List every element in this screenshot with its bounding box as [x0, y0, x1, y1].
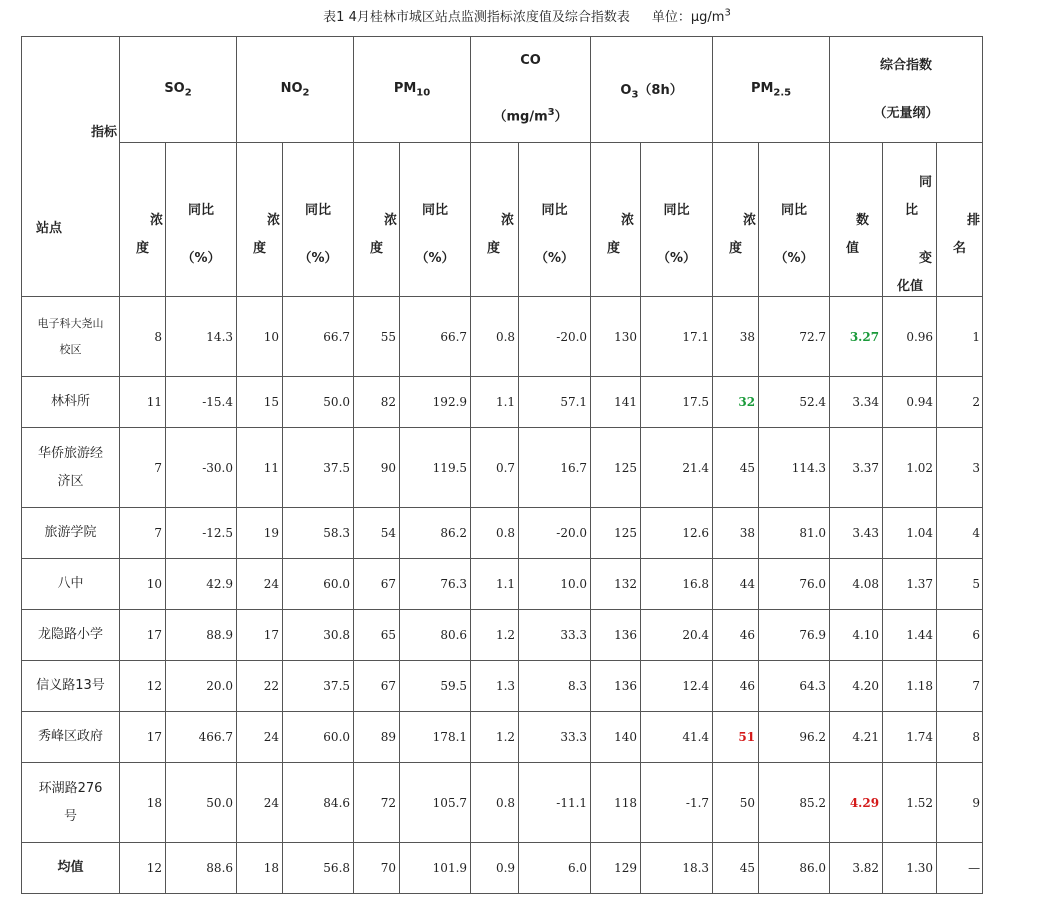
cell-o3-yoy-percent: 16.8: [641, 559, 713, 610]
cell-o3: 118: [591, 763, 641, 843]
cell-idx: 3.37: [830, 428, 883, 508]
cell-pm10: 55: [354, 297, 400, 377]
cell-co-yoy-percent: 6.0: [519, 843, 591, 894]
cell-o3: 125: [591, 428, 641, 508]
table-row: [22, 559, 983, 610]
cell-pm10-yoy-percent: 59.5: [400, 661, 471, 712]
cell-idx: 3.82: [830, 843, 883, 894]
cell-pm10-yoy-percent: 86.2: [400, 508, 471, 559]
station-name-cell: 八中: [22, 559, 120, 610]
cell-idx: 4.10: [830, 610, 883, 661]
cell-no2-yoy-percent: 50.0: [283, 377, 354, 428]
subheader-so2-yoy-percent: 同比 （%）: [166, 143, 237, 297]
subheader-o3-concentration: 浓 度: [591, 143, 641, 297]
table-row-average: [22, 843, 983, 894]
cell-no2-yoy-percent: 37.5: [283, 661, 354, 712]
station-name-cell: 龙隐路小学: [22, 610, 120, 661]
cell-o3: 129: [591, 843, 641, 894]
cell-no2-yoy-percent: 60.0: [283, 559, 354, 610]
cell-rank: 1: [937, 297, 983, 377]
cell-idx: 4.08: [830, 559, 883, 610]
cell-o3: 140: [591, 712, 641, 763]
cell-so2-yoy-percent: 88.9: [166, 610, 237, 661]
cell-no2: 10: [237, 297, 283, 377]
cell-so2-yoy-percent: 50.0: [166, 763, 237, 843]
cell-no2: 24: [237, 763, 283, 843]
cell-so2: 17: [120, 610, 166, 661]
subheader-no2-concentration: 浓 度: [237, 143, 283, 297]
cell-rank: —: [937, 843, 983, 894]
cell-pm10: 65: [354, 610, 400, 661]
cell-so2: 8: [120, 297, 166, 377]
cell-idx: 3.34: [830, 377, 883, 428]
cell-rank: 3: [937, 428, 983, 508]
cell-o3: 136: [591, 661, 641, 712]
station-name-cell: 华侨旅游经 济区: [22, 428, 120, 508]
cell-co-yoy-percent: 33.3: [519, 712, 591, 763]
cell-yoy: 1.18: [883, 661, 937, 712]
cell-so2: 10: [120, 559, 166, 610]
cell-rank: 8: [937, 712, 983, 763]
cell-pm25: 38: [713, 508, 759, 559]
cell-co-yoy-percent: 8.3: [519, 661, 591, 712]
cell-so2-yoy-percent: 20.0: [166, 661, 237, 712]
cell-pm25: 44: [713, 559, 759, 610]
cell-no2: 11: [237, 428, 283, 508]
cell-co: 0.8: [471, 508, 519, 559]
cell-o3-yoy-percent: -1.7: [641, 763, 713, 843]
cell-pm10: 67: [354, 559, 400, 610]
cell-no2: 19: [237, 508, 283, 559]
cell-no2: 17: [237, 610, 283, 661]
cell-pm10: 82: [354, 377, 400, 428]
cell-co: 1.2: [471, 712, 519, 763]
subheader-co-concentration: 浓 度: [471, 143, 519, 297]
cell-idx: 4.20: [830, 661, 883, 712]
group-header-pm10: $PM_{10}$: [354, 37, 471, 143]
cell-pm10-yoy-percent: 101.9: [400, 843, 471, 894]
cell-rank: 7: [937, 661, 983, 712]
cell-pm10-yoy-percent: 105.7: [400, 763, 471, 843]
cell-yoy: 0.96: [883, 297, 937, 377]
station-name-cell: 均值: [22, 843, 120, 894]
table-row: [22, 763, 983, 843]
cell-rank: 4: [937, 508, 983, 559]
cell-co-yoy-percent: 10.0: [519, 559, 591, 610]
cell-o3-yoy-percent: 12.6: [641, 508, 713, 559]
cell-idx: 4.29: [830, 763, 883, 843]
cell-o3: 130: [591, 297, 641, 377]
cell-pm25-yoy-percent: 114.3: [759, 428, 830, 508]
corner-indicator-label: 指标: [90, 125, 117, 140]
cell-no2-yoy-percent: 37.5: [283, 428, 354, 508]
cell-pm10-yoy-percent: 119.5: [400, 428, 471, 508]
cell-no2: 15: [237, 377, 283, 428]
cell-no2: 24: [237, 712, 283, 763]
cell-no2-yoy-percent: 30.8: [283, 610, 354, 661]
cell-pm25-yoy-percent: 76.0: [759, 559, 830, 610]
cell-pm10: 54: [354, 508, 400, 559]
cell-pm10: 72: [354, 763, 400, 843]
cell-yoy: 1.52: [883, 763, 937, 843]
cell-o3-yoy-percent: 41.4: [641, 712, 713, 763]
cell-yoy: 1.30: [883, 843, 937, 894]
subheader-yoy-change: 同 比 变 化值: [883, 143, 937, 297]
cell-co-yoy-percent: -20.0: [519, 297, 591, 377]
cell-so2-yoy-percent: 466.7: [166, 712, 237, 763]
subheader-pm10-concentration: 浓 度: [354, 143, 400, 297]
group-header-co: CO $(mg/m^3)$: [471, 37, 591, 143]
cell-o3-yoy-percent: 17.1: [641, 297, 713, 377]
cell-so2: 7: [120, 428, 166, 508]
group-header-so2: $SO_2$: [120, 37, 237, 143]
header-row-subcolumns: [22, 143, 983, 297]
subheader-no2-yoy-percent: 同比 （%）: [283, 143, 354, 297]
cell-so2-yoy-percent: -12.5: [166, 508, 237, 559]
cell-so2-yoy-percent: -30.0: [166, 428, 237, 508]
cell-pm25: 46: [713, 610, 759, 661]
cell-co: 0.7: [471, 428, 519, 508]
cell-co: 0.9: [471, 843, 519, 894]
cell-rank: 6: [937, 610, 983, 661]
cell-no2-yoy-percent: 58.3: [283, 508, 354, 559]
cell-o3-yoy-percent: 21.4: [641, 428, 713, 508]
cell-pm10-yoy-percent: 80.6: [400, 610, 471, 661]
cell-so2-yoy-percent: 14.3: [166, 297, 237, 377]
group-header-o3: $O_3(8h)$: [591, 37, 713, 143]
caption-unit-sup: 3: [724, 7, 731, 19]
cell-pm10: 70: [354, 843, 400, 894]
subheader-pm25-concentration: 浓 度: [713, 143, 759, 297]
cell-pm25: 50: [713, 763, 759, 843]
table-row: [22, 508, 983, 559]
cell-co-yoy-percent: -11.1: [519, 763, 591, 843]
cell-so2-yoy-percent: 42.9: [166, 559, 237, 610]
cell-no2-yoy-percent: 60.0: [283, 712, 354, 763]
subheader-co-yoy-percent: 同比 （%）: [519, 143, 591, 297]
cell-rank: 5: [937, 559, 983, 610]
data-table: [21, 36, 983, 894]
subheader-o3-yoy-percent: 同比 （%）: [641, 143, 713, 297]
cell-pm25: 32: [713, 377, 759, 428]
cell-yoy: 1.74: [883, 712, 937, 763]
station-name-cell: 林科所: [22, 377, 120, 428]
corner-header-cell: [22, 37, 120, 297]
table-row: [22, 661, 983, 712]
cell-idx: 3.43: [830, 508, 883, 559]
table-row: [22, 712, 983, 763]
cell-yoy: 1.37: [883, 559, 937, 610]
caption-unit: [651, 7, 731, 25]
cell-pm25-yoy-percent: 81.0: [759, 508, 830, 559]
cell-so2: 18: [120, 763, 166, 843]
table-row: [22, 428, 983, 508]
cell-o3: 125: [591, 508, 641, 559]
cell-co: 1.2: [471, 610, 519, 661]
cell-pm25-yoy-percent: 96.2: [759, 712, 830, 763]
station-name-cell: 秀峰区政府: [22, 712, 120, 763]
station-name-cell: 旅游学院: [22, 508, 120, 559]
cell-pm10: 89: [354, 712, 400, 763]
cell-pm25-yoy-percent: 52.4: [759, 377, 830, 428]
cell-co-yoy-percent: 57.1: [519, 377, 591, 428]
caption-title: 表1 4月桂林市城区站点监测指标浓度值及综合指数表: [323, 10, 630, 25]
cell-o3-yoy-percent: 17.5: [641, 377, 713, 428]
cell-pm25: 38: [713, 297, 759, 377]
cell-so2: 12: [120, 661, 166, 712]
caption-unit-label: 单位：μg/m: [651, 10, 725, 25]
cell-pm25-yoy-percent: 86.0: [759, 843, 830, 894]
cell-no2: 24: [237, 559, 283, 610]
subheader-pm25-yoy-percent: 同比 （%）: [759, 143, 830, 297]
cell-yoy: 1.04: [883, 508, 937, 559]
cell-pm25: 46: [713, 661, 759, 712]
cell-pm25-yoy-percent: 64.3: [759, 661, 830, 712]
cell-pm25-yoy-percent: 72.7: [759, 297, 830, 377]
cell-no2-yoy-percent: 56.8: [283, 843, 354, 894]
cell-pm10-yoy-percent: 66.7: [400, 297, 471, 377]
group-header-pm25: $PM_{2.5}$: [713, 37, 830, 143]
cell-co: 1.1: [471, 559, 519, 610]
cell-pm25-yoy-percent: 76.9: [759, 610, 830, 661]
cell-no2: 22: [237, 661, 283, 712]
station-name-cell: 电子科大尧山 校区: [22, 297, 120, 377]
cell-co-yoy-percent: 16.7: [519, 428, 591, 508]
cell-yoy: 1.02: [883, 428, 937, 508]
cell-rank: 2: [937, 377, 983, 428]
cell-so2: 7: [120, 508, 166, 559]
cell-co: 0.8: [471, 763, 519, 843]
station-name-cell: 环湖路276 号: [22, 763, 120, 843]
cell-o3: 136: [591, 610, 641, 661]
station-name-cell: 信义路13号: [22, 661, 120, 712]
cell-so2-yoy-percent: 88.6: [166, 843, 237, 894]
cell-pm10: 67: [354, 661, 400, 712]
cell-pm25: 45: [713, 843, 759, 894]
cell-so2-yoy-percent: -15.4: [166, 377, 237, 428]
subheader-pm10-yoy-percent: 同比 （%）: [400, 143, 471, 297]
subheader-so2-concentration: 浓 度: [120, 143, 166, 297]
cell-o3: 141: [591, 377, 641, 428]
cell-so2: 12: [120, 843, 166, 894]
cell-no2-yoy-percent: 84.6: [283, 763, 354, 843]
group-header-composite-index: 综合指数 （无量纲）: [830, 37, 983, 143]
cell-idx: 4.21: [830, 712, 883, 763]
cell-o3: 132: [591, 559, 641, 610]
cell-pm25: 45: [713, 428, 759, 508]
cell-pm10-yoy-percent: 192.9: [400, 377, 471, 428]
corner-station-label: 站点: [36, 221, 63, 236]
cell-o3-yoy-percent: 12.4: [641, 661, 713, 712]
cell-o3-yoy-percent: 20.4: [641, 610, 713, 661]
subheader-index-value: 数 值: [830, 143, 883, 297]
cell-co: 1.3: [471, 661, 519, 712]
cell-so2: 17: [120, 712, 166, 763]
cell-co-yoy-percent: -20.0: [519, 508, 591, 559]
cell-co-yoy-percent: 33.3: [519, 610, 591, 661]
header-row-groups: [22, 37, 983, 143]
table-row: [22, 610, 983, 661]
group-header-no2: $NO_2$: [237, 37, 354, 143]
cell-pm25-yoy-percent: 85.2: [759, 763, 830, 843]
cell-no2-yoy-percent: 66.7: [283, 297, 354, 377]
table-row: [22, 297, 983, 377]
cell-no2: 18: [237, 843, 283, 894]
cell-pm10: 90: [354, 428, 400, 508]
table-caption: [0, 6, 1054, 25]
subheader-rank: 排 名: [937, 143, 983, 297]
cell-pm25: 51: [713, 712, 759, 763]
table-row: [22, 377, 983, 428]
cell-idx: 3.27: [830, 297, 883, 377]
cell-yoy: 0.94: [883, 377, 937, 428]
cell-pm10-yoy-percent: 178.1: [400, 712, 471, 763]
cell-co: 1.1: [471, 377, 519, 428]
cell-co: 0.8: [471, 297, 519, 377]
cell-rank: 9: [937, 763, 983, 843]
cell-yoy: 1.44: [883, 610, 937, 661]
cell-o3-yoy-percent: 18.3: [641, 843, 713, 894]
cell-so2: 11: [120, 377, 166, 428]
cell-pm10-yoy-percent: 76.3: [400, 559, 471, 610]
